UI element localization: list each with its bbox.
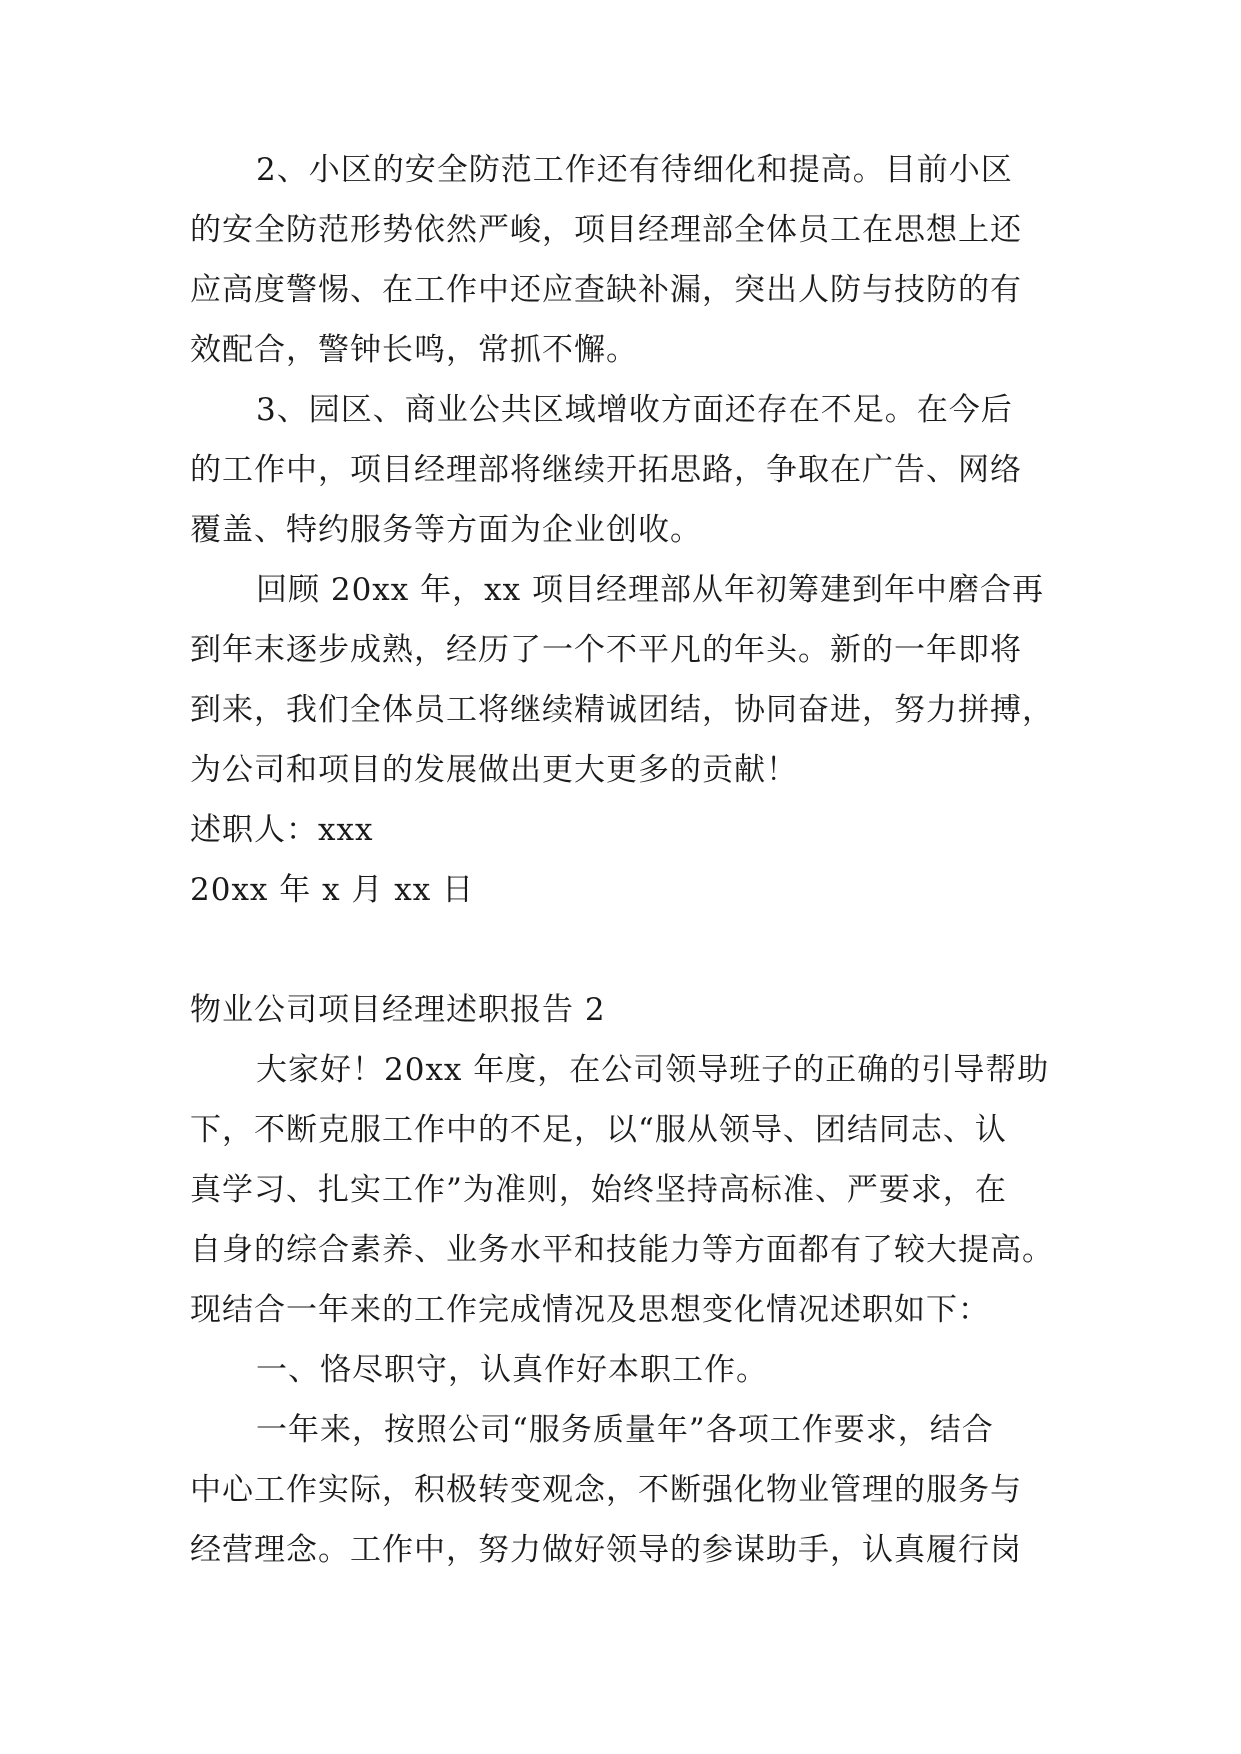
paragraph-line: 的工作中，项目经理部将继续开拓思路，争取在广告、网络 [190, 452, 1022, 488]
paragraph-line: 3、园区、商业公共区域增收方面还存在不足。在今后 [256, 392, 1013, 428]
subheading: 一、恪尽职守，认真作好本职工作。 [256, 1352, 768, 1388]
paragraph-line: 现结合一年来的工作完成情况及思想变化情况述职如下： [190, 1292, 990, 1328]
paragraph-line: 下，不断克服工作中的不足，以“服从领导、团结同志、认 [190, 1112, 1007, 1148]
paragraph-line: 效配合，警钟长鸣，常抓不懈。 [190, 332, 638, 368]
paragraph-line: 到年末逐步成熟，经历了一个不平凡的年头。新的一年即将 [190, 632, 1022, 668]
paragraph-line: 应高度警惕、在工作中还应查缺补漏，突出人防与技防的有 [190, 272, 1022, 308]
paragraph-line: 到来，我们全体员工将继续精诚团结，协同奋进，努力拼搏， [190, 692, 1054, 728]
paragraph-line: 回顾 20xx 年，xx 项目经理部从年初筹建到年中磨合再 [256, 572, 1044, 608]
paragraph-line: 真学习、扎实工作”为准则，始终坚持高标准、严要求，在 [190, 1172, 1007, 1208]
paragraph-line: 一年来，按照公司“服务质量年”各项工作要求，结合 [256, 1412, 994, 1448]
paragraph-line: 覆盖、特约服务等方面为企业创收。 [190, 512, 702, 548]
paragraph-line: 的安全防范形势依然严峻，项目经理部全体员工在思想上还 [190, 212, 1022, 248]
paragraph-line: 大家好！20xx 年度，在公司领导班子的正确的引导帮助 [256, 1052, 1050, 1088]
paragraph-line: 中心工作实际，积极转变观念，不断强化物业管理的服务与 [190, 1472, 1022, 1508]
signature-date: 20xx 年 x 月 xx 日 [190, 872, 475, 908]
paragraph-line: 为公司和项目的发展做出更大更多的贡献！ [190, 752, 798, 788]
paragraph-line: 2、小区的安全防范工作还有待细化和提高。目前小区 [256, 152, 1013, 188]
paragraph-line: 经营理念。工作中，努力做好领导的参谋助手，认真履行岗 [190, 1532, 1022, 1568]
signature-name: 述职人：xxx [190, 812, 374, 848]
section-title: 物业公司项目经理述职报告 2 [190, 992, 606, 1028]
paragraph-line: 自身的综合素养、业务水平和技能力等方面都有了较大提高。 [190, 1232, 1054, 1268]
